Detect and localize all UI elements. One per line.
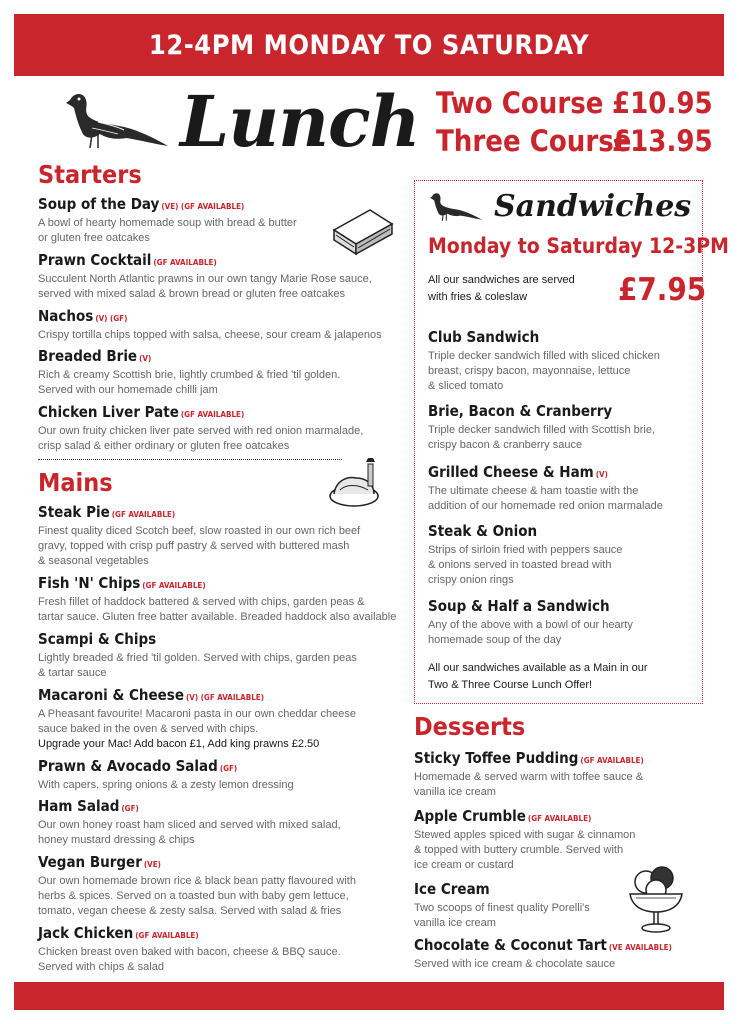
starter-item	[38, 403, 408, 454]
item-desc: Succulent North Atlantic prawns in our own tangy Marie Rose sauce,	[38, 273, 372, 285]
sandwich-item	[428, 597, 693, 648]
item-desc: or gluten free oatcakes	[38, 232, 150, 244]
item-desc: served with mixed salad & brown bread or gluten free oatcakes	[38, 288, 345, 300]
item-tag: (GF AVAILABLE)	[580, 756, 644, 765]
item-desc: herbs & spices. Served on a toasted bun with baby gem lettuce,	[38, 890, 349, 902]
item-name: Ice Cream	[414, 880, 490, 898]
item-name: Brie, Bacon & Cranberry	[428, 402, 613, 420]
starters-heading: Starters	[38, 160, 142, 189]
item-tag: (GF AVAILABLE)	[527, 814, 592, 823]
starter-item	[38, 307, 408, 343]
item-desc: tomato, vegan cheese & zesty salsa. Served with salad & fries	[38, 905, 342, 917]
footer-line: Two & Three Course Lunch Offer!	[428, 679, 593, 691]
item-desc: Two scoops of finest quality Porelli's	[414, 902, 590, 914]
banner-text: 12-4PM MONDAY TO SATURDAY	[148, 29, 590, 61]
sandwiches-footer	[428, 660, 648, 694]
item-tag: (V) (GF AVAILABLE)	[185, 693, 264, 702]
item-name: Ham Salad	[38, 797, 120, 815]
item-desc: crispy bacon & cranberry sauce	[428, 439, 583, 451]
item-name: Club Sandwich	[428, 328, 540, 346]
item-tag: (GF)	[219, 764, 238, 773]
item-desc: vanilla ice cream	[414, 917, 496, 929]
pheasant-small-icon	[428, 190, 484, 222]
item-desc: tartar sauce. Gluten free batter available. Breaded haddock also available	[38, 611, 397, 623]
item-name: Scampi & Chips	[38, 630, 157, 648]
ice-cream-sundae-icon	[626, 862, 686, 936]
top-banner	[14, 14, 724, 76]
item-tag: (GF AVAILABLE)	[111, 510, 176, 519]
item-name: Soup & Half a Sandwich	[428, 597, 610, 615]
item-tag: (GF AVAILABLE)	[180, 410, 245, 419]
item-desc: vanilla ice cream	[414, 786, 496, 798]
main-item	[38, 853, 408, 919]
two-course-label: Two Course	[436, 86, 604, 120]
sandwich-item	[428, 402, 693, 453]
item-desc: honey mustard dressing & chips	[38, 834, 195, 846]
item-tag: (V) (GF)	[95, 314, 128, 323]
item-tag: (GF AVAILABLE)	[142, 581, 206, 590]
item-desc: breast, crispy bacon, mayonnaise, lettuce	[428, 365, 631, 377]
item-desc: With capers, spring onions & a zesty lemon dressing	[38, 779, 294, 791]
item-desc: The ultimate cheese & ham toastie with the	[428, 485, 639, 497]
item-desc: Homemade & served warm with toffee sauce &	[414, 771, 644, 783]
item-name: Jack Chicken	[38, 924, 134, 942]
item-name: Sticky Toffee Pudding	[414, 749, 579, 767]
item-tag: (VE) (GF AVAILABLE)	[161, 202, 245, 211]
main-item	[38, 924, 408, 975]
item-name: Breaded Brie	[38, 347, 138, 365]
item-name: Fish 'N' Chips	[38, 574, 141, 592]
item-desc: crisp salad & either ordinary or gluten free oatcakes	[38, 440, 290, 452]
starter-item	[38, 251, 408, 302]
three-course-label: Three Course	[436, 124, 632, 158]
sandwiches-subtitle: Monday to Saturday 12-3PM	[428, 234, 729, 258]
item-name: Soup of the Day	[38, 195, 160, 213]
dessert-item	[414, 749, 704, 800]
item-desc: Our own fruity chicken liver pate served with red onion marmalade,	[38, 425, 364, 437]
sandwich-item	[428, 328, 693, 394]
item-desc: sauce baked in the oven & served with chips.	[38, 723, 259, 735]
item-tag: (GF AVAILABLE)	[135, 931, 199, 940]
item-desc: Served with our homemade chilli jam	[38, 384, 218, 396]
starter-item	[38, 195, 408, 246]
dessert-item	[414, 880, 634, 931]
sandwiches-price: £7.95	[618, 272, 707, 308]
main-item	[38, 574, 408, 625]
note-line: All our sandwiches are served	[428, 274, 575, 286]
footer-line: All our sandwiches available as a Main in our	[428, 662, 648, 674]
item-name: Prawn Cocktail	[38, 251, 152, 269]
main-item	[38, 757, 408, 793]
item-desc: Strips of sirloin fried with peppers sauce	[428, 544, 623, 556]
item-desc: Lightly breaded & fried 'til golden. Served with chips, garden peas	[38, 652, 357, 664]
pheasant-icon	[62, 88, 172, 150]
item-name: Prawn & Avocado Salad	[38, 757, 218, 775]
item-desc: Fresh fillet of haddock battered & served with chips, garden peas &	[38, 596, 365, 608]
item-desc: Finest quality diced Scotch beef, slow roasted in our own rich beef	[38, 525, 361, 537]
section-divider	[38, 459, 342, 460]
item-desc: crispy onion rings	[428, 574, 514, 586]
item-name: Nachos	[38, 307, 94, 325]
item-desc: addition of our homemade red onion marmalade	[428, 500, 663, 512]
item-tag: (GF)	[121, 804, 139, 813]
sandwich-item	[428, 463, 693, 514]
dessert-item	[414, 936, 714, 972]
item-desc: & sliced tomato	[428, 380, 504, 392]
sandwiches-title: Sandwiches	[494, 189, 692, 224]
starter-item	[38, 347, 408, 398]
item-desc: ice cream or custard	[414, 859, 514, 871]
item-desc: Served with chips & salad	[38, 961, 164, 973]
item-desc: & seasonal vegetables	[38, 555, 149, 567]
item-desc: Our own homemade brown rice & black bean patty flavoured with	[38, 875, 356, 887]
main-item	[38, 797, 408, 848]
item-name: Steak Pie	[38, 503, 110, 521]
main-item	[38, 630, 408, 681]
item-desc: & tartar sauce	[38, 667, 107, 679]
item-desc: A bowl of hearty homemade soup with bread & butter	[38, 217, 297, 229]
item-desc: Triple decker sandwich filled with sliced chicken	[428, 350, 660, 362]
item-desc: Rich & creamy Scottish brie, lightly crumbed & fried 'til golden.	[38, 369, 341, 381]
lunch-title: Lunch	[180, 80, 420, 163]
item-desc: gravy, topped with crisp puff pastry & served with buttered mash	[38, 540, 350, 552]
item-tag: (GF AVAILABLE)	[153, 258, 217, 267]
item-name: Steak & Onion	[428, 522, 538, 540]
mains-heading: Mains	[38, 468, 113, 497]
desserts-heading: Desserts	[414, 712, 526, 741]
two-course-price: £10.95	[612, 86, 713, 120]
item-tag: (V)	[139, 354, 152, 363]
item-tag: (V)	[595, 470, 608, 479]
item-desc: Served with ice cream & chocolate sauce	[414, 958, 616, 970]
item-tag: (VE)	[143, 860, 161, 869]
bottom-banner	[14, 982, 724, 1010]
item-extra: Upgrade your Mac! Add bacon £1, Add king prawns £2.50	[38, 738, 320, 750]
item-name: Grilled Cheese & Ham	[428, 463, 594, 481]
main-item	[38, 503, 408, 569]
item-desc: Crispy tortilla chips topped with salsa, cheese, sour cream & jalapenos	[38, 329, 382, 341]
item-desc: homemade soup of the day	[428, 634, 562, 646]
item-name: Vegan Burger	[38, 853, 142, 871]
item-desc: Triple decker sandwich filled with Scottish brie,	[428, 424, 656, 436]
item-desc: A Pheasant favourite! Macaroni pasta in our own cheddar cheese	[38, 708, 356, 720]
three-course-price: £13.95	[612, 124, 713, 158]
item-name: Apple Crumble	[414, 807, 526, 825]
note-line: with fries & coleslaw	[428, 291, 528, 303]
item-desc: Any of the above with a bowl of our hearty	[428, 619, 633, 631]
item-desc: Chicken breast oven baked with bacon, cheese & BBQ sauce.	[38, 946, 341, 958]
sandwiches-note	[428, 272, 575, 306]
item-desc: & onions served in toasted bread with	[428, 559, 612, 571]
main-item	[38, 686, 408, 752]
item-name: Macaroni & Cheese	[38, 686, 184, 704]
sandwich-item	[428, 522, 693, 588]
item-desc: Our own honey roast ham sliced and served with mixed salad,	[38, 819, 341, 831]
item-tag: (VE AVAILABLE)	[608, 943, 672, 952]
item-name: Chocolate & Coconut Tart	[414, 936, 607, 954]
item-desc: Stewed apples spiced with sugar & cinnamon	[414, 829, 636, 841]
item-desc: & topped with buttery crumble. Served with	[414, 844, 624, 856]
item-name: Chicken Liver Pate	[38, 403, 179, 421]
